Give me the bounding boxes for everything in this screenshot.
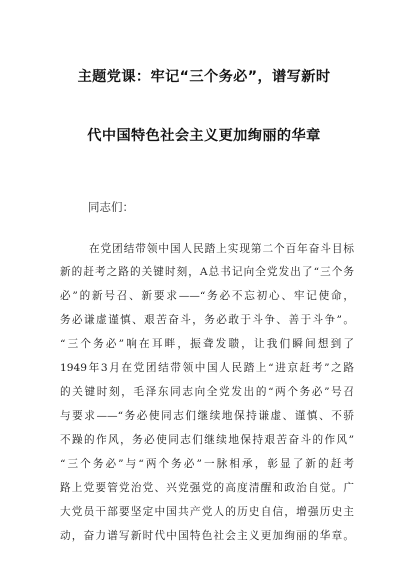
- paragraph-line: 不躁的作风，务必使同志们继续地保持艰苦奋斗的作风”: [60, 434, 354, 446]
- paragraph-line: “三个务必”与“两个务必”一脉相承，彰显了新的赶考: [60, 458, 354, 470]
- paragraph-line: 在党团结带领中国人民踏上实现第二个百年奋斗目标: [89, 243, 354, 255]
- document-title-line-2: 代中国特色社会主义更加绚丽的华章: [87, 128, 321, 144]
- paragraph-line: 1949年3月在党团结带领中国人民踏上“进京赶考”之路: [60, 362, 354, 374]
- paragraph-line: 大党员干部要坚定中国共产党人的历史自信，增强历史主: [60, 506, 354, 518]
- paragraph-line: 的关键时刻，毛泽东同志向全党发出的“两个务必”号召: [60, 386, 354, 398]
- paragraph-line: 路上党要管党治党、兴党强党的高度清醒和政治自觉。广: [60, 482, 354, 494]
- paragraph-line: 必”的新号召、新要求——“务必不忘初心、牢记使命，: [60, 290, 354, 302]
- paragraph-line: 动，奋力谱写新时代中国特色社会主义更加绚丽的华章。: [60, 530, 354, 542]
- salutation: 同志们：: [88, 200, 134, 214]
- paragraph-line: 新的赶考之路的关键时刻，A总书记向全党发出了“三个务: [60, 266, 354, 278]
- paragraph-line: 与要求——“务必使同志们继续地保持谦虚、谨慎、不骄: [60, 410, 354, 422]
- document-title-line-1: 主题党课：牢记“三个务必”，谱写新时: [77, 69, 331, 85]
- paragraph-line: 务必谦虚谨慎、艰苦奋斗，务必敢于斗争、善于斗争”。: [60, 314, 354, 326]
- paragraph-line: “三个务必”响在耳畔，振聋发聩，让我们瞬间想到了: [60, 338, 354, 350]
